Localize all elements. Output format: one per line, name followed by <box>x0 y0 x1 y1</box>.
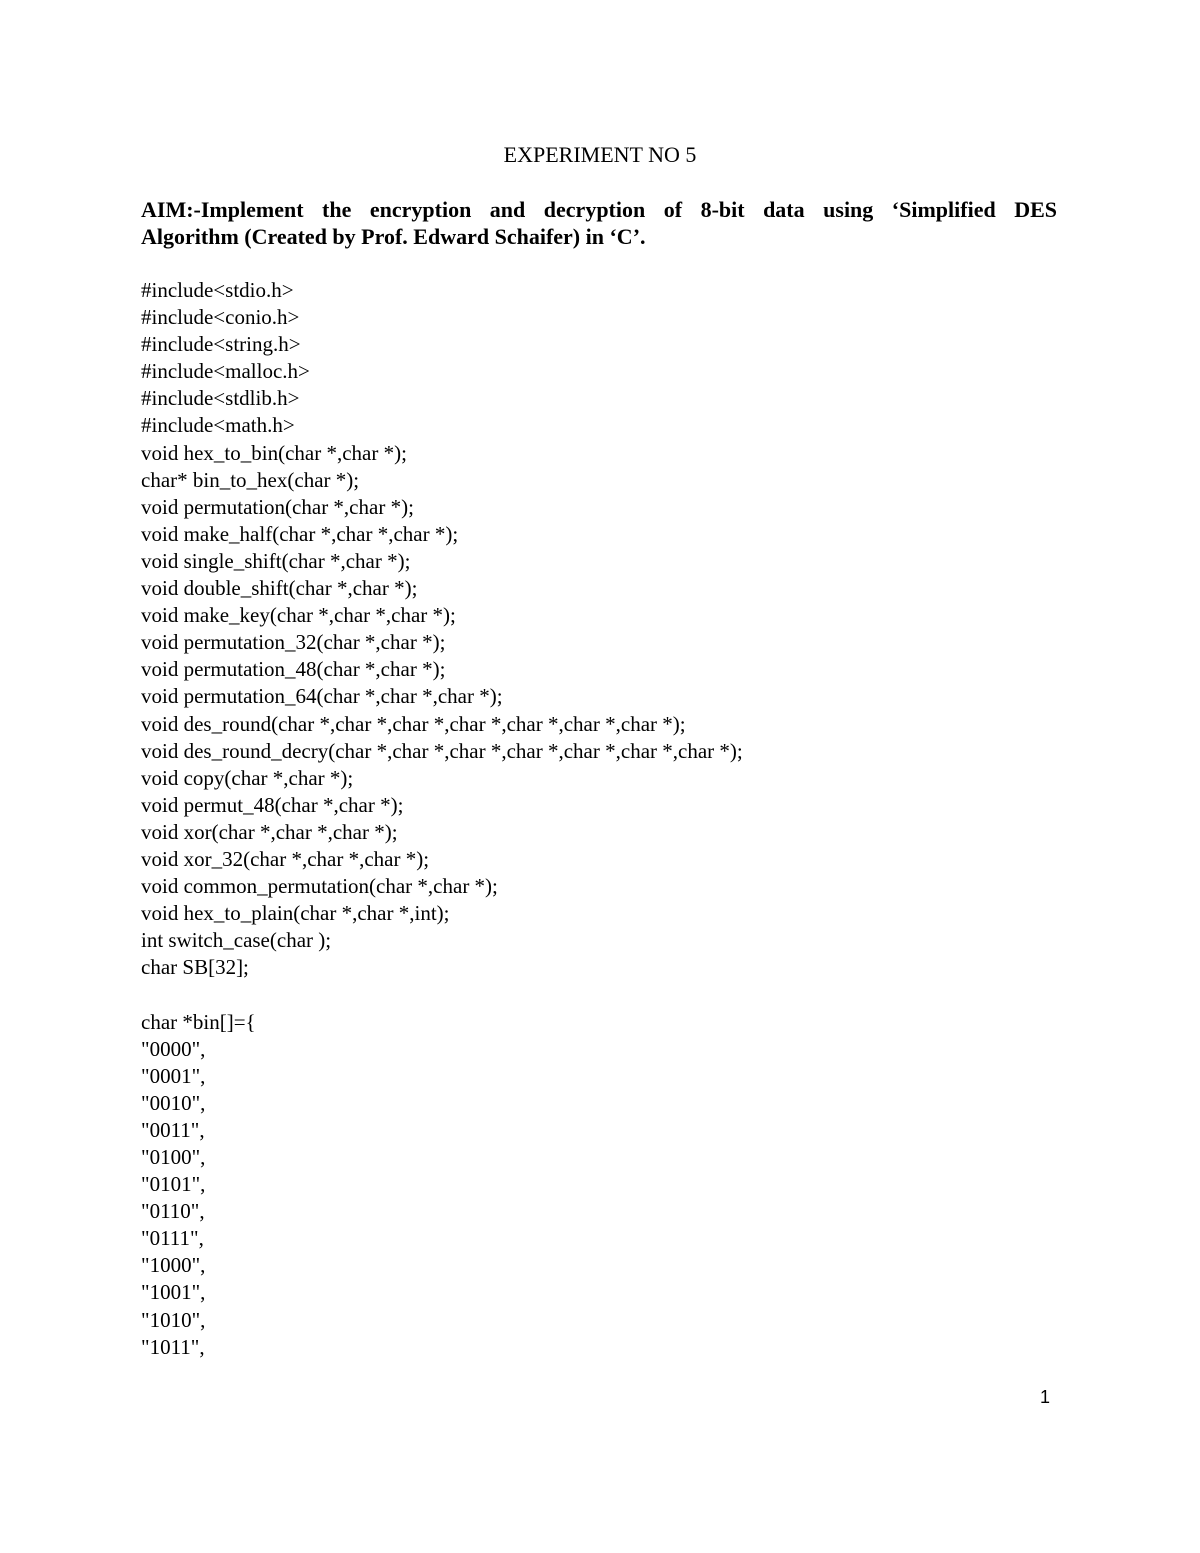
code-line: void single_shift(char *,char *); <box>141 548 411 573</box>
code-line: char* bin_to_hex(char *); <box>141 467 360 492</box>
code-line: int switch_case(char ); <box>141 928 332 953</box>
code-line: #include<malloc.h> <box>141 359 310 384</box>
code-line: #include<string.h> <box>141 332 301 357</box>
code-line: #include<stdio.h> <box>141 278 294 302</box>
document-title: EXPERIMENT NO 5 <box>503 142 697 167</box>
code-line: "1010", <box>141 1307 206 1332</box>
code-line: void des_round_decry(char *,char *,char *,char *,char *,char *,char *); <box>141 738 743 763</box>
code-line: "0011", <box>141 1117 205 1142</box>
code-line: void hex_to_bin(char *,char *); <box>141 440 407 465</box>
code-line: "1000", <box>141 1253 206 1278</box>
code-line: char *bin[]={ <box>141 1009 256 1034</box>
code-line: void xor(char *,char *,char *); <box>141 819 398 844</box>
code-line: void make_key(char *,char *,char *); <box>141 603 456 628</box>
code-line: "1011", <box>141 1334 205 1359</box>
code-line: void permutation(char *,char *); <box>141 494 414 519</box>
code-line: void make_half(char *,char *,char *); <box>141 521 459 546</box>
aim-line-2: Algorithm (Created by Prof. Edward Schaifer) in ‘C’. <box>141 224 646 249</box>
code-line: void xor_32(char *,char *,char *); <box>141 846 430 871</box>
page-number: 1 <box>1040 1387 1051 1407</box>
code-line: void copy(char *,char *); <box>141 765 354 790</box>
code-line: "1001", <box>141 1280 206 1305</box>
code-line: "0110", <box>141 1199 205 1224</box>
code-line: "0010", <box>141 1090 206 1115</box>
code-line: void permutation_64(char *,char *,char *); <box>141 684 503 709</box>
code-line: #include<conio.h> <box>141 305 300 330</box>
aim-line-1: AIM:-Implement the encryption and decryption of 8-bit data using ‘Simplified DES <box>141 197 1057 222</box>
code-line: "0101", <box>141 1172 206 1197</box>
code-line: void double_shift(char *,char *); <box>141 576 418 601</box>
code-line: void permutation_48(char *,char *); <box>141 657 446 682</box>
code-listing <box>141 277 743 1361</box>
code-line: #include<stdlib.h> <box>141 386 300 411</box>
code-line: void des_round(char *,char *,char *,char *,char *,char *,char *); <box>141 711 686 736</box>
code-line: void permutation_32(char *,char *); <box>141 630 446 655</box>
code-line: "0100", <box>141 1145 206 1169</box>
code-line: #include<math.h> <box>141 413 295 438</box>
code-line: void permut_48(char *,char *); <box>141 792 404 817</box>
code-line: "0111", <box>141 1226 204 1251</box>
code-line <box>141 981 743 1008</box>
aim-paragraph <box>141 196 1057 250</box>
code-line: "0001", <box>141 1063 206 1088</box>
code-line: char SB[32]; <box>141 955 249 980</box>
code-line: void hex_to_plain(char *,char *,int); <box>141 901 450 926</box>
code-line: "0000", <box>141 1036 206 1061</box>
code-line: void common_permutation(char *,char *); <box>141 874 498 899</box>
